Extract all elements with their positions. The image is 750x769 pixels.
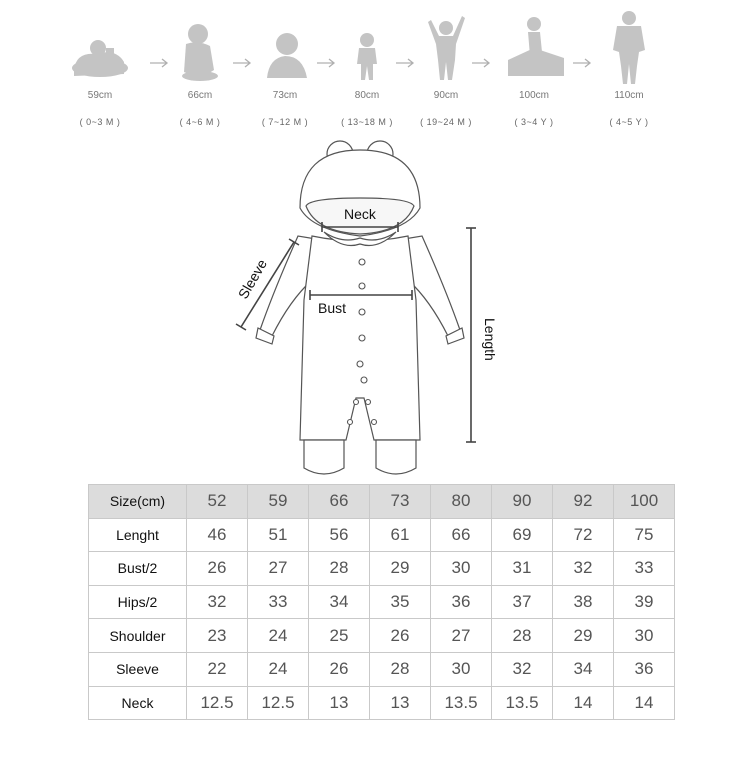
arrow-right-icon — [232, 58, 254, 68]
table-cell: 30 — [431, 552, 492, 586]
stage-1 — [160, 0, 240, 127]
stage-0 — [60, 0, 140, 127]
table-cell: 59 — [248, 485, 309, 519]
table-cell: 36 — [614, 652, 675, 686]
table-cell: 66 — [309, 485, 370, 519]
table-cell: 35 — [370, 585, 431, 619]
neck-label: Neck — [344, 206, 376, 222]
table-cell: 73 — [370, 485, 431, 519]
table-cell: 26 — [309, 652, 370, 686]
table-cell: 92 — [553, 485, 614, 519]
table-cell: 27 — [248, 552, 309, 586]
table-cell: 26 — [370, 619, 431, 653]
table-row — [89, 518, 675, 552]
table-cell: 33 — [248, 585, 309, 619]
row-label: Neck — [89, 686, 187, 720]
toddler-waving-icon — [406, 0, 486, 88]
table-cell: 36 — [431, 585, 492, 619]
table-cell: 37 — [492, 585, 553, 619]
row-label: Lenght — [89, 518, 187, 552]
table-cell: 13.5 — [492, 686, 553, 720]
table-row — [89, 585, 675, 619]
stage-age: ( 0~3 M ) — [79, 117, 121, 127]
row-label: Bust/2 — [89, 552, 187, 586]
stage-age: ( 7~12 M ) — [261, 117, 309, 127]
sleeve-label: Sleeve — [234, 256, 271, 302]
table-cell: 28 — [370, 652, 431, 686]
stage-height: 80cm — [354, 90, 380, 101]
stage-age: ( 4~6 M ) — [179, 117, 221, 127]
stage-height: 59cm — [87, 90, 113, 101]
stage-2 — [245, 0, 325, 127]
child-sitting-box-icon — [494, 0, 574, 88]
table-cell: 13 — [309, 686, 370, 720]
table-cell: 13.5 — [431, 686, 492, 720]
stage-height: 73cm — [272, 90, 298, 101]
table-cell: 29 — [370, 552, 431, 586]
table-row — [89, 619, 675, 653]
table-cell: 66 — [431, 518, 492, 552]
stage-4 — [406, 0, 486, 127]
table-row — [89, 686, 675, 720]
stage-height: 90cm — [433, 90, 459, 101]
row-label: Sleeve — [89, 652, 187, 686]
toddler-standing-icon — [327, 0, 407, 88]
stage-age: ( 3~4 Y ) — [514, 117, 554, 127]
table-cell: 34 — [309, 585, 370, 619]
table-cell: 26 — [187, 552, 248, 586]
table-cell: 69 — [492, 518, 553, 552]
stage-5 — [494, 0, 574, 127]
table-cell: 33 — [614, 552, 675, 586]
table-cell: 28 — [309, 552, 370, 586]
stage-3 — [327, 0, 407, 127]
table-cell: 22 — [187, 652, 248, 686]
table-cell: 72 — [553, 518, 614, 552]
stage-height: 66cm — [187, 90, 213, 101]
stage-height: 110cm — [614, 90, 644, 101]
arrow-right-icon — [149, 58, 171, 68]
child-standing-icon — [589, 0, 669, 88]
romper-measurement-diagram — [228, 140, 508, 485]
table-cell: 29 — [553, 619, 614, 653]
table-cell: 23 — [187, 619, 248, 653]
table-cell: 13 — [370, 686, 431, 720]
table-row — [89, 652, 675, 686]
baby-lying-icon — [60, 0, 140, 88]
romper-outline — [256, 141, 464, 474]
row-label: Shoulder — [89, 619, 187, 653]
table-cell: 30 — [431, 652, 492, 686]
table-cell: 27 — [431, 619, 492, 653]
table-cell: 51 — [248, 518, 309, 552]
arrow-right-icon — [316, 58, 338, 68]
table-cell: 100 — [614, 485, 675, 519]
table-cell: 30 — [614, 619, 675, 653]
stage-age: ( 19~24 M ) — [420, 117, 472, 127]
table-cell: 52 — [187, 485, 248, 519]
arrow-right-icon — [471, 58, 493, 68]
baby-crawling-icon — [245, 0, 325, 88]
table-cell: 14 — [614, 686, 675, 720]
table-cell: 14 — [553, 686, 614, 720]
table-header-row — [89, 485, 675, 519]
table-cell: 80 — [431, 485, 492, 519]
length-label: Length — [482, 318, 498, 361]
stage-age: ( 13~18 M ) — [341, 117, 393, 127]
table-cell: 25 — [309, 619, 370, 653]
row-label: Size(cm) — [89, 485, 187, 519]
table-cell: 24 — [248, 652, 309, 686]
baby-sitting-icon — [160, 0, 240, 88]
table-cell: 39 — [614, 585, 675, 619]
table-cell: 12.5 — [187, 686, 248, 720]
table-cell: 56 — [309, 518, 370, 552]
table-cell: 61 — [370, 518, 431, 552]
table-cell: 75 — [614, 518, 675, 552]
table-cell: 28 — [492, 619, 553, 653]
table-cell: 46 — [187, 518, 248, 552]
table-row — [89, 552, 675, 586]
arrow-right-icon — [395, 58, 417, 68]
stage-age: ( 4~5 Y ) — [609, 117, 649, 127]
row-label: Hips/2 — [89, 585, 187, 619]
table-cell: 32 — [553, 552, 614, 586]
bust-label: Bust — [318, 300, 347, 316]
table-cell: 34 — [553, 652, 614, 686]
table-cell: 90 — [492, 485, 553, 519]
table-cell: 24 — [248, 619, 309, 653]
table-cell: 32 — [492, 652, 553, 686]
table-cell: 32 — [187, 585, 248, 619]
table-cell: 38 — [553, 585, 614, 619]
arrow-right-icon — [572, 58, 594, 68]
size-chart-table — [88, 484, 675, 720]
stage-6 — [589, 0, 669, 127]
stage-height: 100cm — [518, 90, 549, 101]
table-cell: 31 — [492, 552, 553, 586]
growth-stages — [0, 0, 750, 140]
table-cell: 12.5 — [248, 686, 309, 720]
